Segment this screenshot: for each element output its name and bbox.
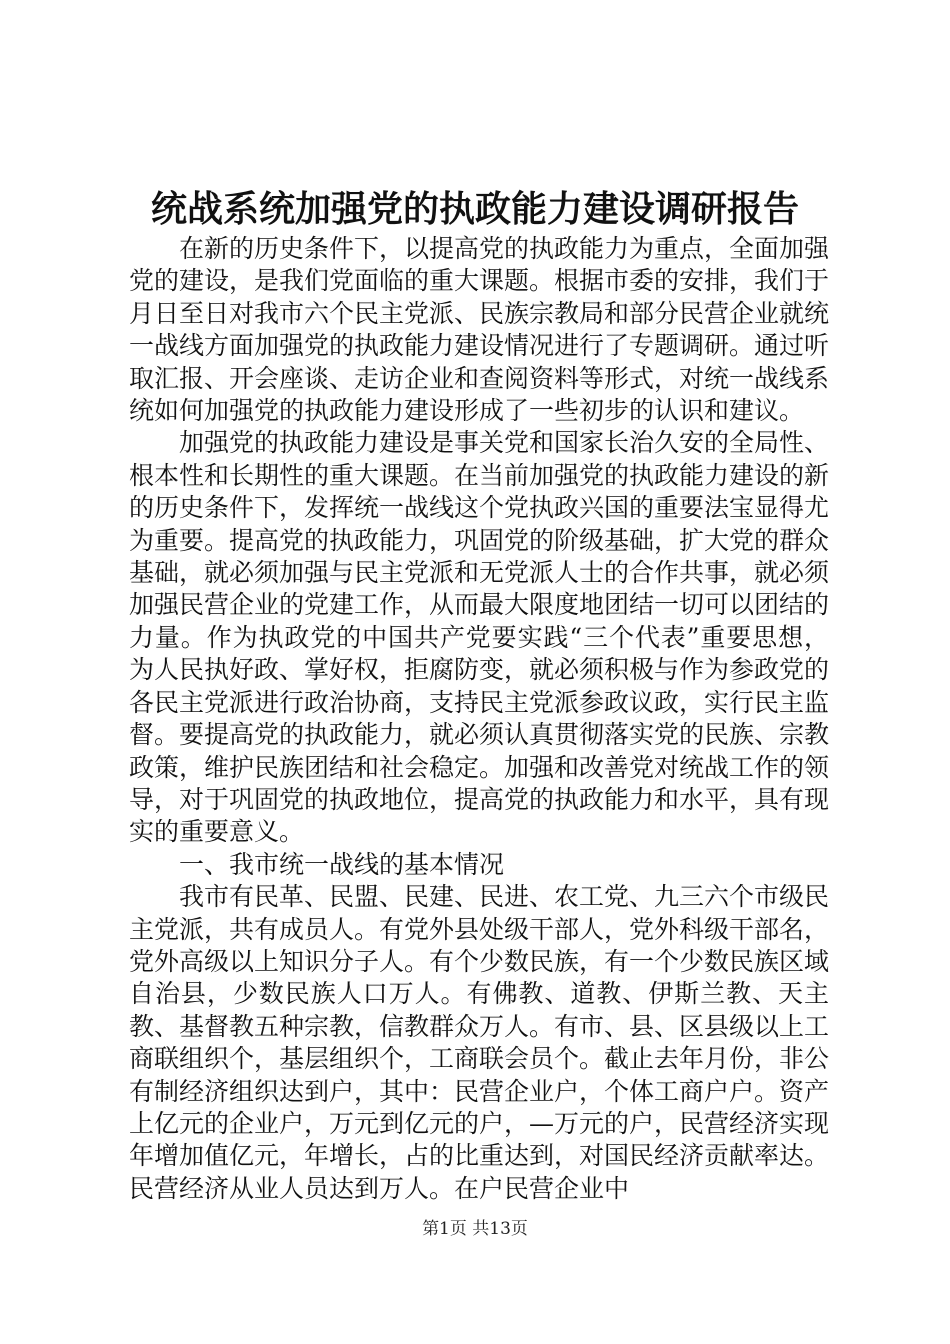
paragraph-basic-situation: 我市有民革、民盟、民建、民进、农工党、九三六个市级民主党派，共有成员人。有党外县处级干部人，党外科级干部名，党外高级以上知识分子人。有个少数民族，有一个少数民族区域自治县，少数民族人口万人。有佛教、道教、伊斯兰教、天主教、基督教五种宗教，信教群众万人。有市、县、区县级以上工商联组织个，基层组织个，工商联会员个。截止去年月份，非公有制经济组织达到户，其中：民营企业户，个体工商户户。资产上亿元的企业户，万元到亿元的户，—万元的户，民营经济实现年增加值亿元，年增长，占的比重达到，对国民经济贡献率达。民营经济从业人员达到万人。在户民营企业中 [129, 882, 830, 1203]
document-body [129, 233, 829, 1205]
section-heading: 一、我市统一战线的基本情况 [179, 849, 505, 879]
paragraph-intro: 在新的历史条件下，以提高党的执政能力为重点，全面加强党的建设，是我们党面临的重大课题。根据市委的安排，我们于月日至日对我市六个民主党派、民族宗教局和部分民营企业就统一战线方面加强党的执政能力建设情况进行了专题调研。通过听取汇报、开会座谈、走访企业和查阅资料等形式，对统一战线系统如何加强党的执政能力建设形成了一些初步的认识和建议。 [129, 234, 830, 426]
paragraph-significance: 加强党的执政能力建设是事关党和国家长治久安的全局性、根本性和长期性的重大课题。在当前加强党的执政能力建设的新的历史条件下，发挥统一战线这个党执政兴国的重要法宝显得尤为重要。提高党的执政能力，巩固党的阶级基础，扩大党的群众基础，就必须加强与民主党派和无党派人士的合作共事，就必须加强民营企业的党建工作，从而最大限度地团结一切可以团结的力量。作为执政党的中国共产党要实践“三个代表”重要思想，为人民执好政、掌好权，拒腐防变，就必须积极与作为参政党的各民主党派进行政治协商，支持民主党派参政议政，实行民主监督。要提高党的执政能力，就必须认真贯彻落实党的民族、宗教政策，维护民族团结和社会稳定。加强和改善党对统战工作的领导，对于巩固党的执政地位，提高党的执政能力和水平，具有现实的重要意义。 [129, 428, 830, 847]
document-title: 统战系统加强党的执政能力建设调研报告 [150, 188, 799, 230]
page-number-footer: 第1页 共13页 [422, 1219, 528, 1239]
